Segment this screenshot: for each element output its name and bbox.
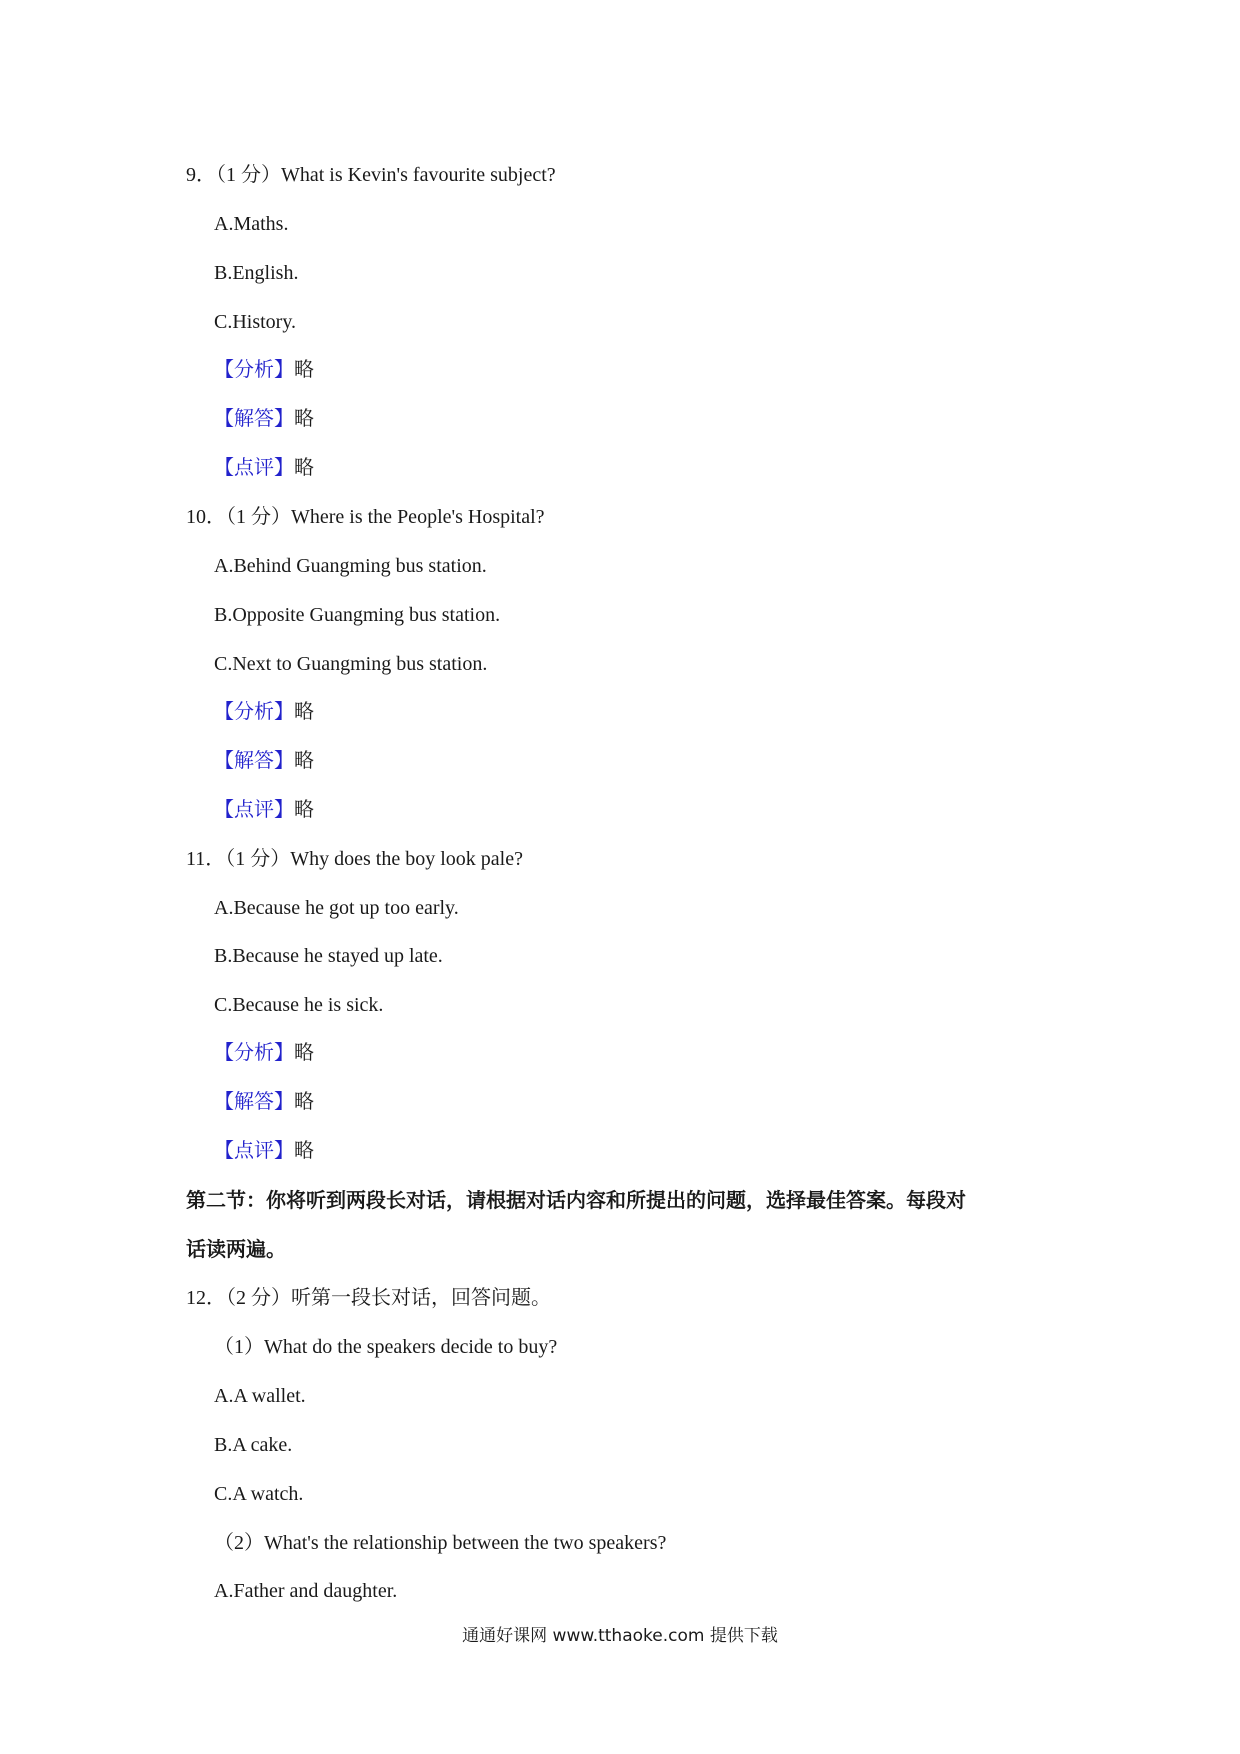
page-footer: 通通好课网 www.tthaoke.com 提供下载 bbox=[462, 1626, 778, 1646]
q12-1-option-b: B.A cake. bbox=[214, 1434, 293, 1456]
q11-option-a: A.Because he got up too early. bbox=[214, 897, 459, 919]
q10-analysis: 【分析】略 bbox=[214, 701, 314, 723]
q11-analysis: 【分析】略 bbox=[214, 1042, 314, 1064]
q11-option-b: B.Because he stayed up late. bbox=[214, 945, 443, 967]
q10-option-a: A.Behind Guangming bus station. bbox=[214, 555, 487, 577]
q10-answer: 【解答】略 bbox=[214, 750, 314, 772]
section-2-heading-line-2: 话读两遍。 bbox=[186, 1237, 286, 1261]
q9-comment: 【点评】略 bbox=[214, 457, 314, 479]
q9-option-b: B.English. bbox=[214, 262, 299, 284]
question-10-stem: 10．（1 分）Where is the People's Hospital? bbox=[186, 506, 545, 528]
section-2-heading-line-1: 第二节：你将听到两段长对话，请根据对话内容和所提出的问题，选择最佳答案。每段对 bbox=[186, 1188, 966, 1212]
q12-1-option-a: A.A wallet. bbox=[214, 1385, 306, 1407]
question-9-stem: 9．（1 分）What is Kevin's favourite subject? bbox=[186, 164, 556, 186]
question-11-stem: 11．（1 分）Why does the boy look pale? bbox=[186, 848, 523, 870]
q10-comment: 【点评】略 bbox=[214, 799, 314, 821]
q12-sub-question-1: （1）What do the speakers decide to buy? bbox=[214, 1336, 558, 1358]
q9-answer: 【解答】略 bbox=[214, 408, 314, 430]
q9-analysis: 【分析】略 bbox=[214, 359, 314, 381]
q9-option-c: C.History. bbox=[214, 311, 297, 333]
q10-option-b: B.Opposite Guangming bus station. bbox=[214, 604, 501, 626]
q11-comment: 【点评】略 bbox=[214, 1140, 314, 1162]
q11-answer: 【解答】略 bbox=[214, 1091, 314, 1113]
q9-option-a: A.Maths. bbox=[214, 213, 289, 235]
q12-1-option-c: C.A watch. bbox=[214, 1483, 304, 1505]
q11-option-c: C.Because he is sick. bbox=[214, 994, 384, 1016]
q12-2-option-a: A.Father and daughter. bbox=[214, 1580, 398, 1602]
question-12-stem: 12．（2 分）听第一段长对话，回答问题。 bbox=[186, 1287, 551, 1309]
q10-option-c: C.Next to Guangming bus station. bbox=[214, 653, 488, 675]
q12-sub-question-2: （2）What's the relationship between the two speakers? bbox=[214, 1532, 667, 1554]
